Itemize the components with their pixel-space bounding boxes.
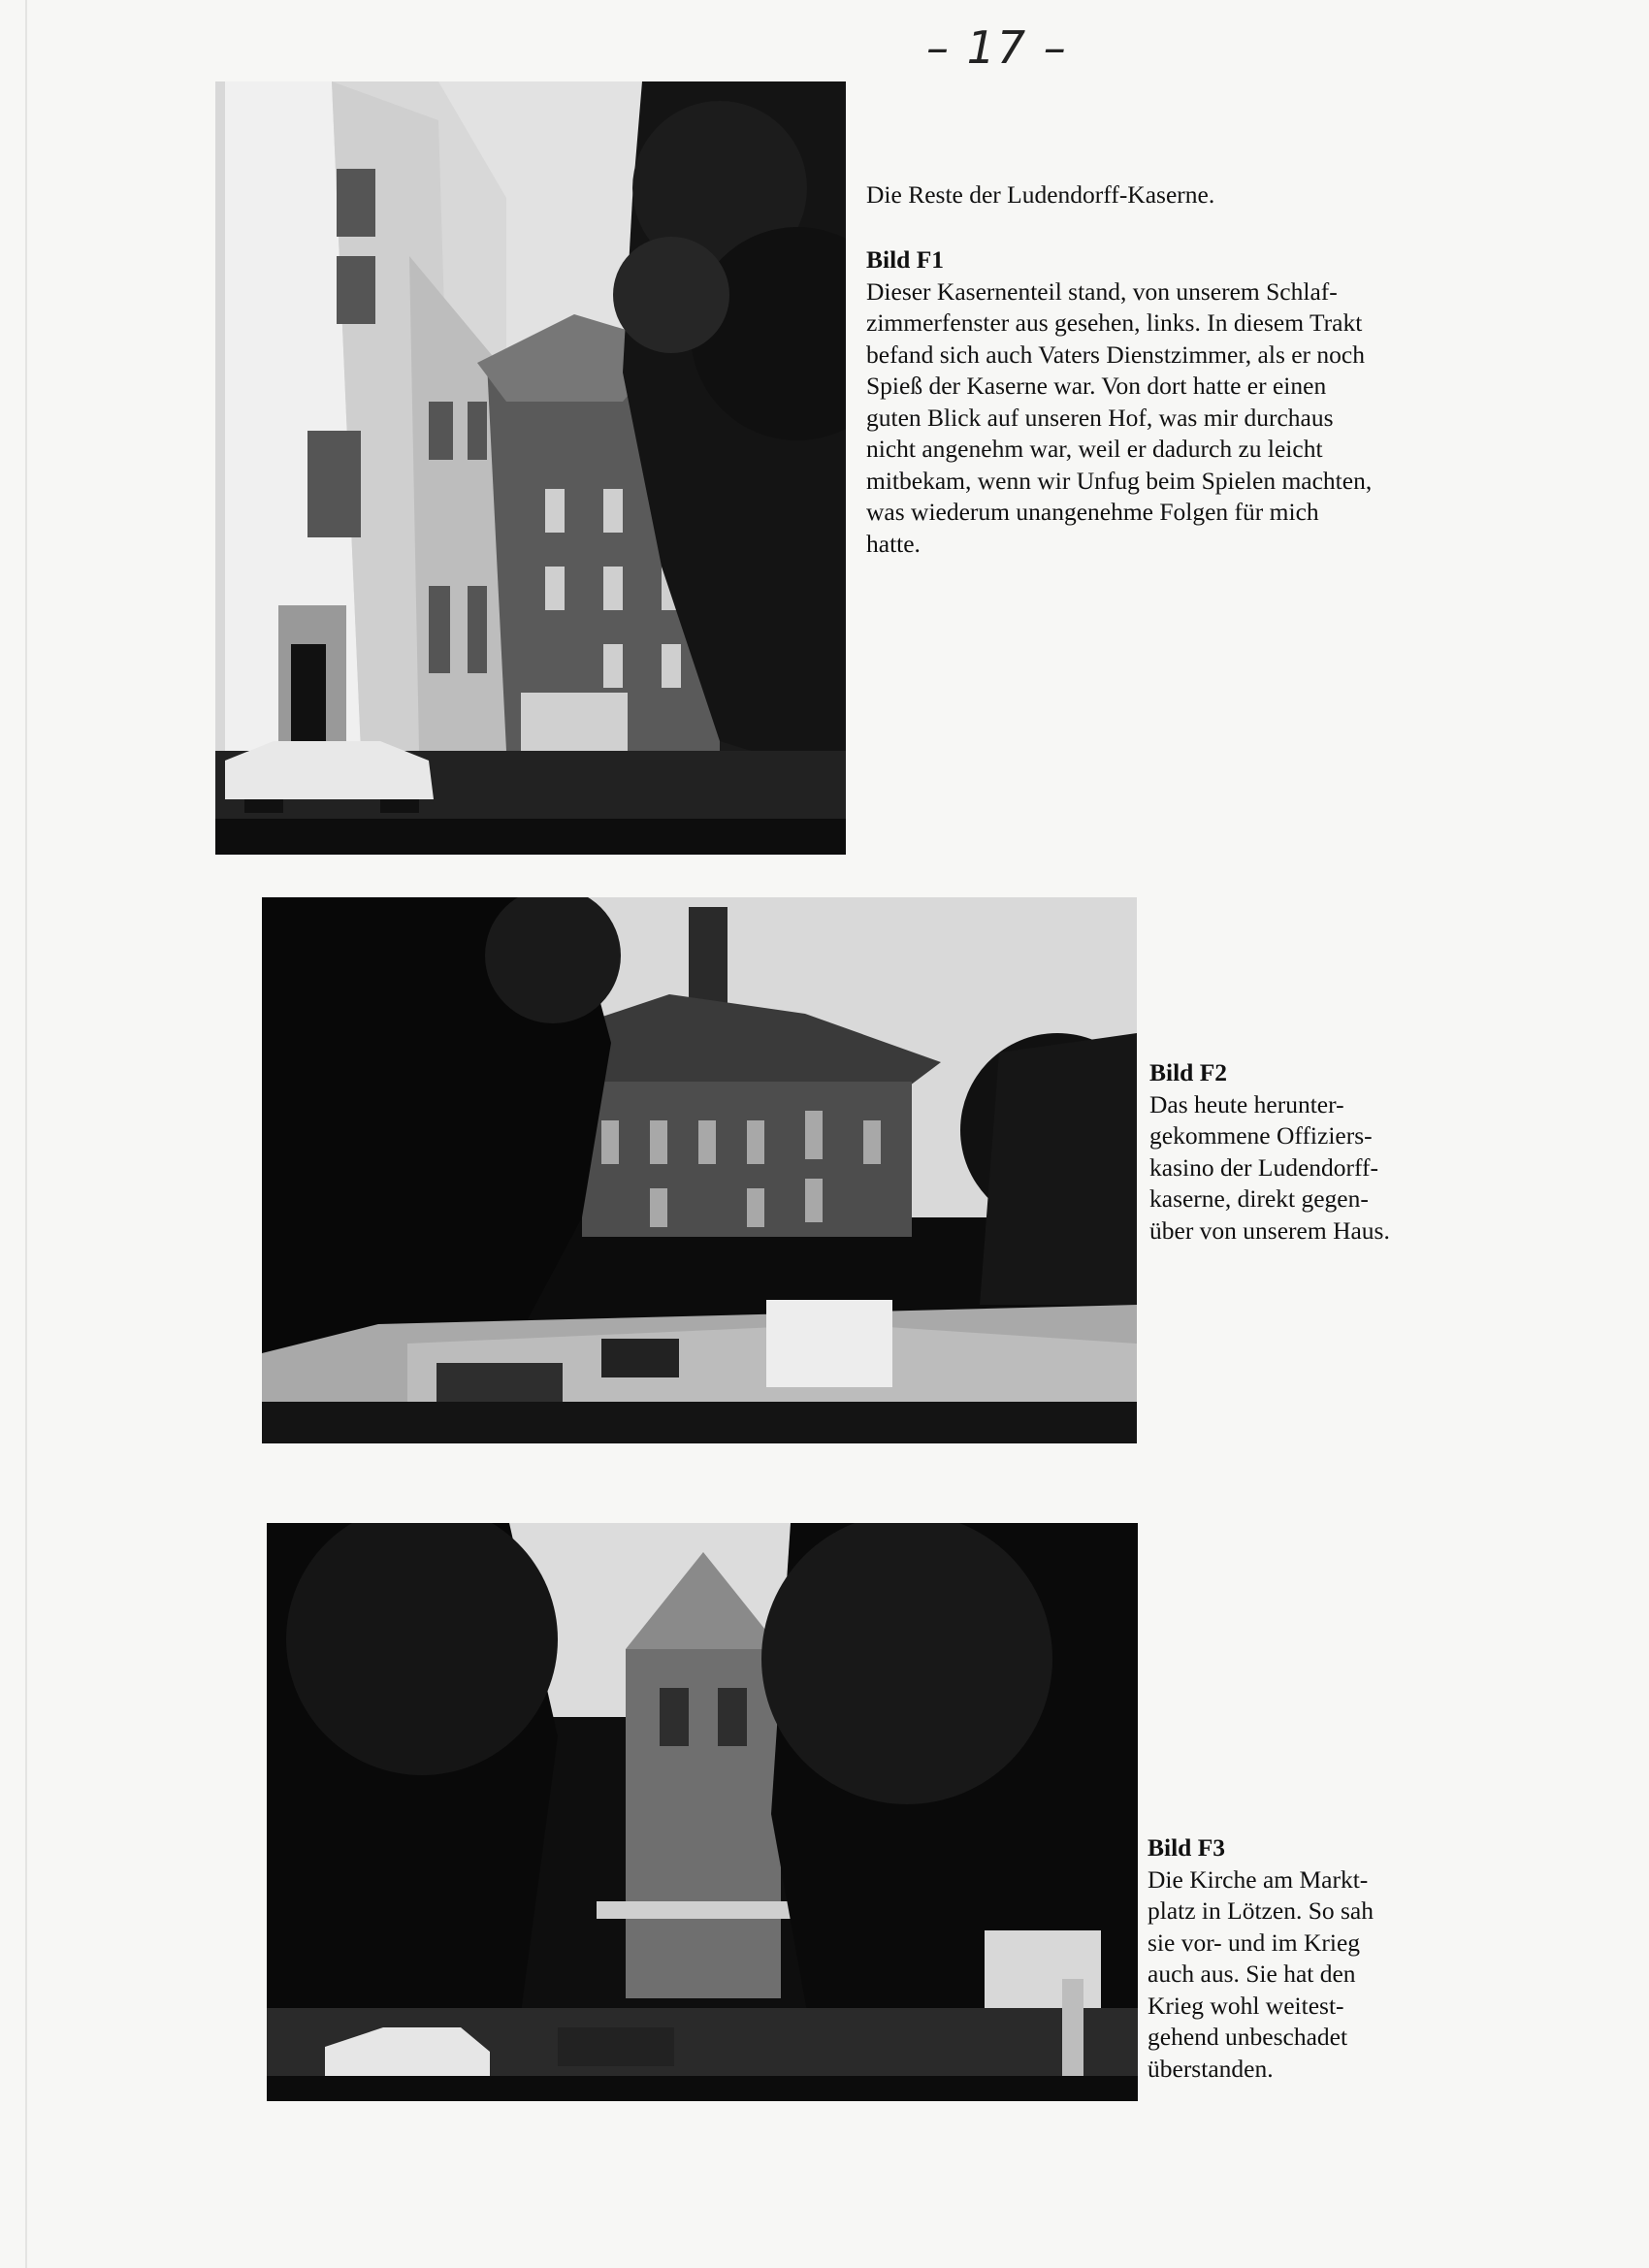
caption-heading: Bild F3 — [1148, 1833, 1226, 1862]
scan-edge-shadow — [25, 0, 27, 2268]
caption-line: kaserne, direkt gegen- — [1149, 1184, 1369, 1213]
caption-line: auch aus. Sie hat den — [1148, 1960, 1356, 1988]
caption-line: gehend unbeschadet — [1148, 2023, 1348, 2051]
photo-f1 — [215, 81, 846, 855]
caption-line: guten Blick auf unseren Hof, was mir durchaus — [866, 403, 1334, 432]
caption-heading: Bild F2 — [1149, 1058, 1228, 1086]
caption-line: sie vor- und im Krieg — [1148, 1928, 1361, 1957]
page-number: – 17 – — [926, 21, 1068, 74]
caption-line: hatte. — [866, 529, 921, 558]
caption-line: Das heute herunter- — [1149, 1089, 1344, 1118]
caption-line: Dieser Kasernenteil stand, von unserem Schlaf- — [866, 276, 1338, 306]
caption-f2 — [1149, 1057, 1390, 1247]
intro-text: Die Reste der Ludendorff-Kaserne. — [866, 180, 1215, 209]
caption-line: platz in Lötzen. So sah — [1148, 1896, 1374, 1925]
caption-f1 — [866, 244, 1372, 560]
caption-line: was wiederum unangenehme Folgen für mich — [866, 498, 1319, 526]
caption-line: kasino der Ludendorff- — [1149, 1152, 1379, 1182]
caption-line: über von unserem Haus. — [1149, 1215, 1390, 1245]
caption-line: überstanden. — [1148, 2054, 1274, 2083]
caption-heading: Bild F1 — [866, 245, 945, 274]
photo-f3 — [267, 1523, 1138, 2101]
caption-line: nicht angenehm war, weil er dadurch zu leicht — [866, 435, 1323, 463]
caption-line: mitbekam, wenn wir Unfug beim Spielen machten, — [866, 466, 1373, 495]
caption-line: zimmerfenster aus gesehen, links. In diesem Trakt — [866, 308, 1363, 337]
caption-line: Krieg wohl weitest- — [1148, 1991, 1344, 2020]
caption-f3 — [1148, 1832, 1374, 2085]
caption-line: Spieß der Kaserne war. Von dort hatte er einen — [866, 372, 1327, 400]
caption-line: Die Kirche am Markt- — [1148, 1864, 1369, 1894]
photo-f2 — [262, 897, 1137, 1443]
caption-line: gekommene Offiziers- — [1149, 1121, 1373, 1150]
caption-line: befand sich auch Vaters Dienstzimmer, als er noch — [866, 340, 1365, 369]
